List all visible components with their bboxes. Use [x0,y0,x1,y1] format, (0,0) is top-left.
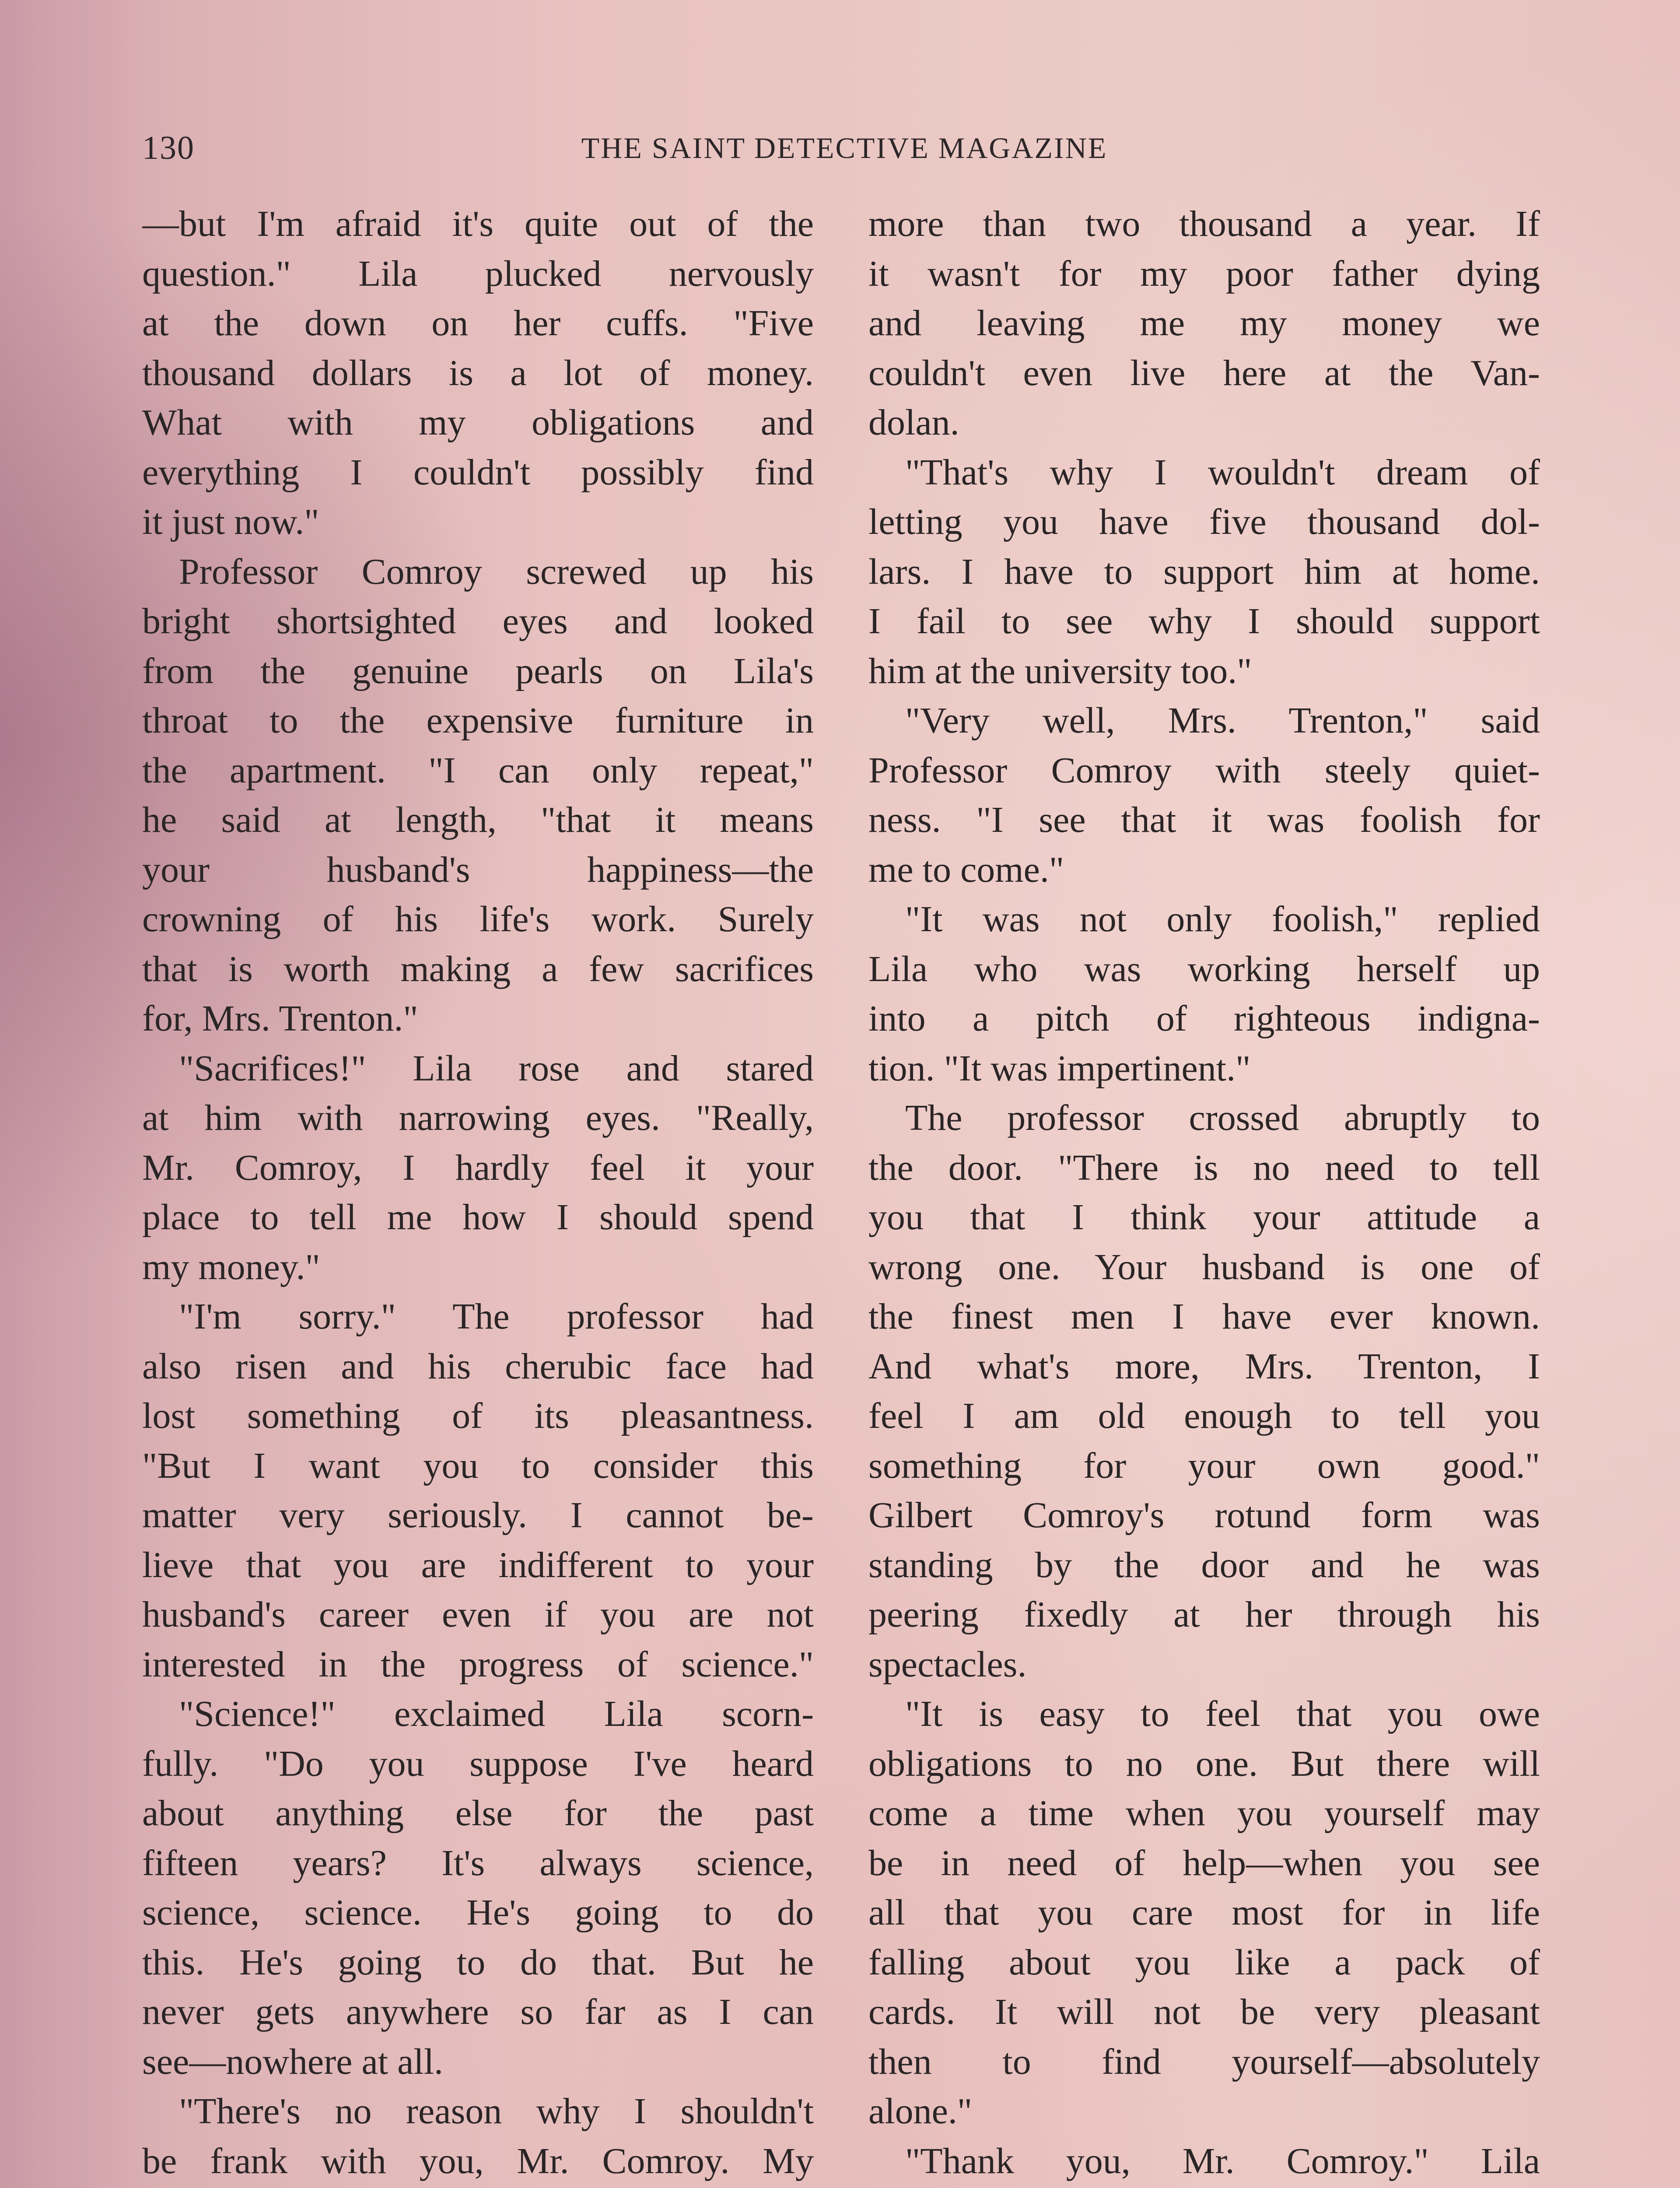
text-line: Gilbert Comroy's rotund form was [868,1495,1540,1536]
text-line: standing by the door and he was [868,1544,1540,1585]
text-line: lost something of its pleasantness. [142,1396,814,1436]
running-head: THE SAINT DETECTIVE MAGAZINE [581,131,1108,165]
text-line: The professor crossed abruptly to [905,1098,1540,1138]
text-line: also risen and his cherubic face had [142,1346,814,1387]
text-line: "But I want you to consider this [142,1445,814,1486]
text-line: tion. "It was impertinent." [868,1048,1251,1089]
text-line: feel I am old enough to tell you [868,1396,1540,1436]
text-line: "I'm sorry." The professor had [179,1296,814,1337]
text-line: science, science. He's going to do [142,1892,814,1933]
right-text-column [868,199,1540,2188]
text-line: "It is easy to feel that you owe [905,1694,1540,1734]
text-line: from the genuine pearls on Lila's [142,650,814,691]
text-line: your husband's happiness—the [142,849,814,890]
text-line: thousand dollars is a lot of money. [142,352,814,393]
text-line: interested in the progress of science." [142,1644,814,1685]
text-line: "Sacrifices!" Lila rose and stared [179,1048,814,1089]
text-line [868,2186,1540,2188]
text-line: Professor Comroy with steely quiet- [868,750,1540,791]
text-line: the door. "There is no need to tell [868,1147,1540,1188]
text-line: What with my obligations and [142,402,814,443]
text-line: lieve that you are indifferent to your [142,1544,814,1585]
text-line: me to come." [868,849,1064,890]
text-line: at the down on her cuffs. "Five [142,303,814,344]
text-line: you that I think your attitude a [868,1197,1540,1238]
text-line: "Science!" exclaimed Lila scorn- [179,1694,814,1734]
text-line: for, Mrs. Trenton." [142,998,418,1039]
text-line: cards. It will not be very pleasant [868,1992,1540,2032]
text-line: him at the university too." [868,650,1252,691]
text-line: Mr. Comroy, I hardly feel it your [142,1147,814,1188]
text-line: letting you have five thousand dol- [868,501,1540,542]
text-line: something for your own good." [868,1445,1540,1486]
text-line: it just now." [142,501,319,542]
text-line: peering fixedly at her through his [868,1594,1540,1635]
text-line [142,2186,814,2188]
text-line: I fail to see why I should support [868,601,1540,642]
page-header [0,129,1680,182]
text-line: And what's more, Mrs. Trenton, I [868,1346,1540,1387]
text-line: dolan. [868,402,959,443]
text-line: it wasn't for my poor father dying [868,253,1540,294]
text-line: obligations to no one. But there will [868,1743,1540,1784]
text-line: be frank with you, Mr. Comroy. My [142,2140,814,2181]
text-line: "Thank you, Mr. Comroy." Lila [905,2140,1540,2181]
text-line: falling about you like a pack of [868,1942,1540,1983]
text-line: bright shortsighted eyes and looked [142,601,814,642]
text-line: throat to the expensive furniture in [142,700,814,741]
text-line: "Very well, Mrs. Trenton," said [905,700,1540,741]
text-line: "It was not only foolish," replied [905,899,1540,940]
text-line: "That's why I wouldn't dream of [905,452,1540,493]
text-line: Professor Comroy screwed up his [179,551,814,592]
text-line: and leaving me my money we [868,303,1540,344]
left-text-column [142,199,814,2188]
page-number: 130 [142,130,195,166]
text-line: spectacles. [868,1644,1027,1685]
text-line: fifteen years? It's always science, [142,1842,814,1883]
text-line: the finest men I have ever known. [868,1296,1540,1337]
text-line: "There's no reason why I shouldn't [179,2091,814,2132]
text-line: crowning of his life's work. Surely [142,899,814,940]
text-line: fully. "Do you suppose I've heard [142,1743,814,1784]
text-line: all that you care most for in life [868,1892,1540,1933]
text-line: the apartment. "I can only repeat," [142,750,814,791]
text-line: Lila who was working herself up [868,948,1540,989]
text-line: at him with narrowing eyes. "Really, [142,1098,814,1138]
text-line: ness. "I see that it was foolish for [868,799,1540,840]
text-line: matter very seriously. I cannot be- [142,1495,814,1536]
text-line: question." Lila plucked nervously [142,253,814,294]
text-line: come a time when you yourself may [868,1793,1540,1834]
text-line: about anything else for the past [142,1793,814,1834]
text-line: this. He's going to do that. But he [142,1942,814,1983]
text-line: my money." [142,1246,320,1287]
text-line: alone." [868,2091,973,2132]
text-line: everything I couldn't possibly find [142,452,814,493]
text-line: never gets anywhere so far as I can [142,1992,814,2032]
text-line: that is worth making a few sacrifices [142,948,814,989]
text-line: couldn't even live here at the Van- [868,352,1540,393]
text-line: husband's career even if you are not [142,1594,814,1635]
text-line: into a pitch of righteous indigna- [868,998,1540,1039]
text-line: more than two thousand a year. If [868,203,1540,244]
text-line: wrong one. Your husband is one of [868,1246,1540,1287]
text-line: lars. I have to support him at home. [868,551,1540,592]
text-line: place to tell me how I should spend [142,1197,814,1238]
text-line: he said at length, "that it means [142,799,814,840]
text-line: then to find yourself—absolutely [868,2041,1540,2082]
text-line: be in need of help—when you see [868,1842,1540,1883]
text-line: see—nowhere at all. [142,2041,444,2082]
text-line: —but I'm afraid it's quite out of the [142,203,814,244]
